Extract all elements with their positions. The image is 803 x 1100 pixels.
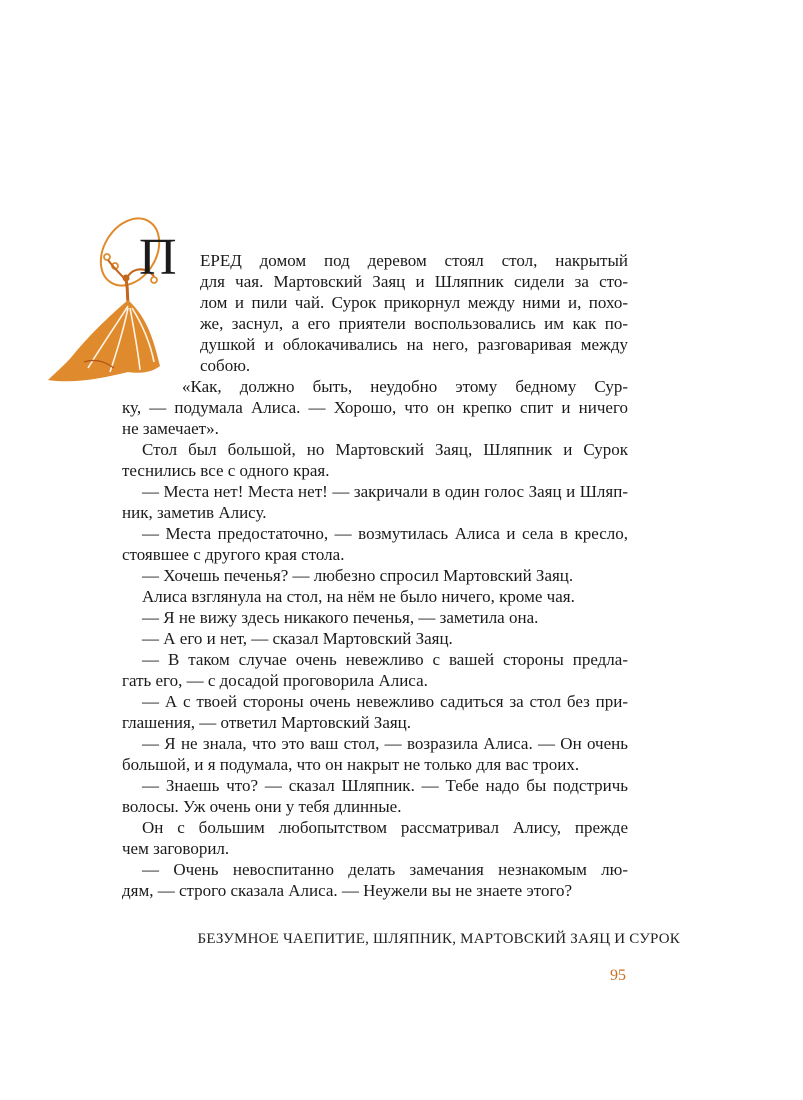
text-line: теснились все с одного края.: [122, 461, 330, 480]
text-line: не замечает».: [122, 419, 219, 438]
page-number: 95: [610, 967, 626, 984]
text-line: Стол был большой, но Мартовский Заяц, Шляпник и Сурок: [142, 440, 628, 459]
text-line: — А его и нет, — сказал Мартовский Заяц.: [142, 629, 453, 648]
text-line: большой, и я подумала, что он накрыт не только для вас троих.: [122, 755, 580, 774]
text-line: дям, — строго сказала Алиса. — Неужели вы не знаете этого?: [122, 881, 573, 900]
text-line: — В таком случае очень невежливо с вашей стороны предла-: [142, 650, 628, 669]
text-line: лом и пили чай. Сурок прикорнул между ними и, похо-: [200, 293, 628, 312]
text-line: — Я не вижу здесь никакого печенья, — заметила она.: [142, 608, 539, 627]
text-line: — Знаешь что? — сказал Шляпник. — Тебе надо бы подстричь: [142, 776, 628, 795]
text-line: же, заснул, а его приятели воспользовались им как по-: [200, 314, 628, 333]
text-line: ку, — подумала Алиса. — Хорошо, что он крепко спит и ничего: [122, 398, 628, 417]
text-line: для чая. Мартовский Заяц и Шляпник сидели за сто-: [200, 272, 628, 291]
text-line: — Хочешь печенья? — любезно спросил Мартовский Заяц.: [142, 566, 574, 585]
text-line: — Очень невоспитанно делать замечания незнакомым лю-: [142, 860, 628, 879]
text-line: глашения, — ответил Мартовский Заяц.: [122, 713, 412, 732]
text-line: — А с твоей стороны очень невежливо садиться за стол без при-: [142, 692, 628, 711]
chapter-caption: БЕЗУМНОЕ ЧАЕПИТИЕ, ШЛЯПНИК, МАРТОВСКИЙ ЗАЯЦ И СУРОК: [197, 931, 680, 947]
text-line: волосы. Уж очень они у тебя длинные.: [122, 797, 402, 816]
body-text: [122, 250, 628, 901]
text-line: чем заговорил.: [122, 839, 230, 858]
text-line: — Я не знала, что это ваш стол, — возразила Алиса. — Он очень: [142, 734, 628, 753]
text-line: стоявшее с другого края стола.: [122, 545, 345, 564]
text-line: душкой и облокачивались на него, разговаривая между: [200, 335, 628, 354]
text-line: Алиса взглянула на стол, на нём не было ничего, кроме чая.: [142, 587, 575, 606]
text-line: собою.: [200, 356, 251, 375]
text-line: гать его, — с досадой проговорила Алиса.: [122, 671, 428, 690]
text-line: — Места предостаточно, — возмутилась Алиса и села в кресло,: [142, 524, 628, 543]
text-line: Он с большим любопытством рассматривал Алису, прежде: [142, 818, 628, 837]
text-line: — Места нет! Места нет! — закричали в один голос Заяц и Шляп-: [142, 482, 628, 501]
drop-cap: П: [139, 229, 177, 286]
text-line: ЕРЕД домом под деревом стоял стол, накрытый: [200, 251, 628, 270]
text-line: ник, заметив Алису.: [122, 503, 267, 522]
text-line: «Как, должно быть, неудобно этому бедному Сур-: [182, 377, 628, 396]
